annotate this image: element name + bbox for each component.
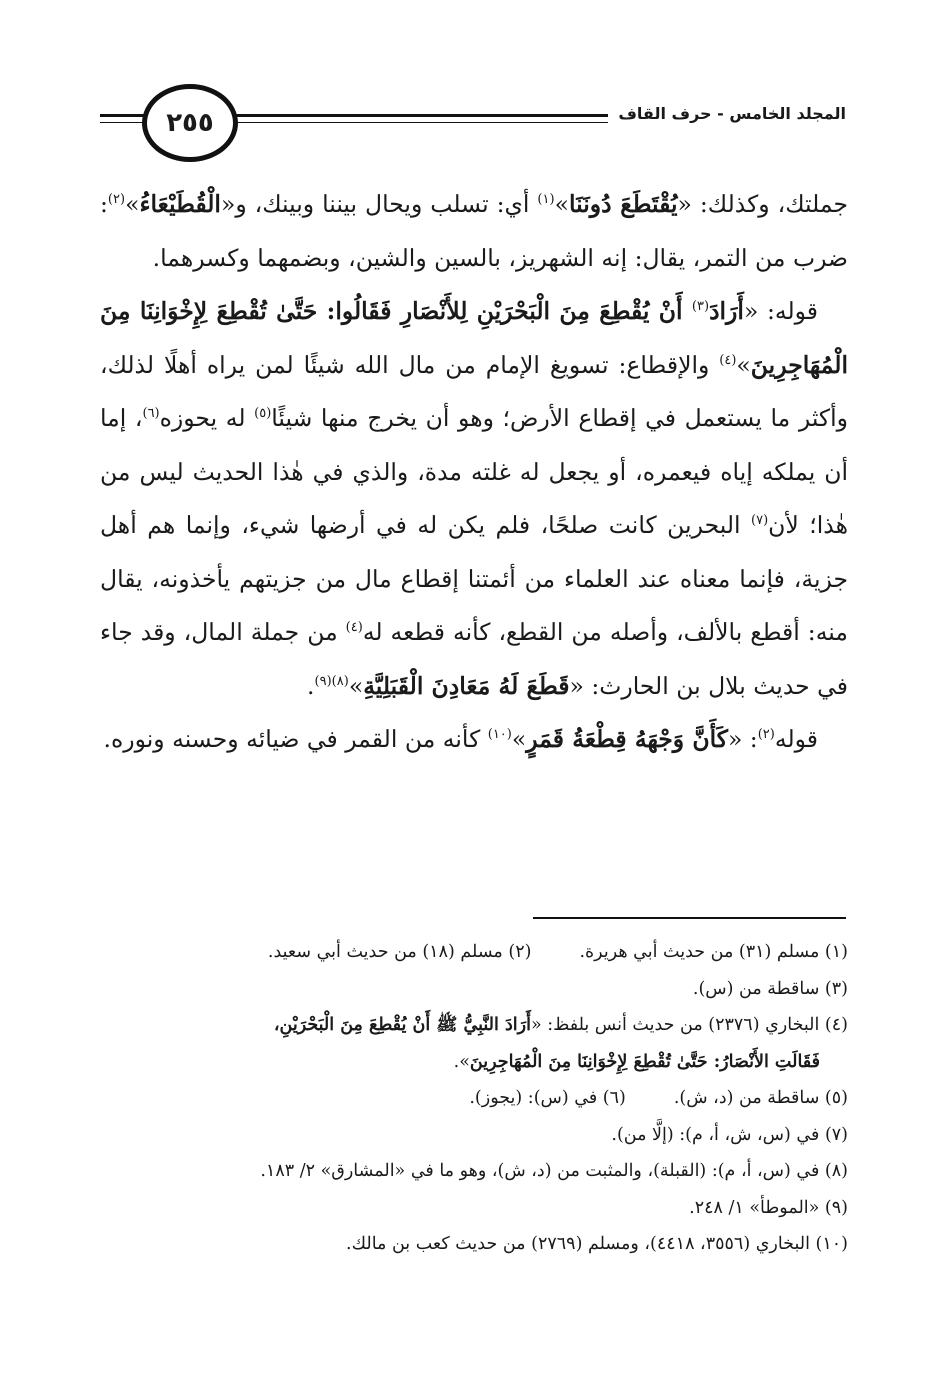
footnote-text: ». [453, 1051, 470, 1072]
text-run: البحرين كانت صلحًا، فلم يكن له في أرضها شيء، وإنما هم أهل جزية، فإنما معناه عند العلماء من أئمتنا إقطاع مال من جزيتهم يأخذونه، يقال منه: أقطع بالألف، وأصله من القطع، كأنه قطعه له [100, 511, 848, 646]
text-run: قوله [774, 725, 818, 753]
text-run: » [348, 671, 364, 700]
footnote: (٧) في (س، ش، أ، م): (إلَّا من). [611, 1124, 848, 1145]
footnote-text: (٢) مسلم (١٨) من حديث أبي سعيد. [267, 942, 532, 962]
text-run: : « [727, 725, 758, 753]
footnote-ref: (٦) [142, 406, 160, 422]
footnote-ref: (١) [537, 192, 555, 208]
quoted-term: أَرَادَ [709, 297, 744, 325]
text-run: له يحوزه [159, 404, 255, 432]
footnote-text: (٦) في (س): (يجوز). [469, 1088, 626, 1108]
footnote-ref: (٧) [751, 513, 769, 529]
page-header [100, 84, 848, 164]
text-run: : ضرب من التمر، يقال: إنه الشهريز، بالسين والشين، وبضمهما وكسرهما. [100, 190, 848, 272]
footnote-continuation [100, 1044, 848, 1081]
quoted-term: قَطَعَ لَهُ مَعَادِنَ الْقَبَلِيَّةِ [363, 671, 570, 700]
footnote-quote: أَرَادَ النَّبِيُّ ﷺ أَنْ يُقْطِعَ مِنَ الْبَحْرَيْنِ، [273, 1015, 531, 1035]
footnote [100, 1080, 848, 1117]
footnote [100, 934, 848, 971]
footnote [100, 1007, 848, 1080]
footnote-text: (١) مسلم (٣١) من حديث أبي هريرة. [579, 942, 848, 962]
footnote-ref: (٣) [691, 299, 710, 315]
footnote-text: (٤) البخاري (٢٣٧٦) من حديث أنس بلفظ: « [530, 1015, 848, 1035]
footnotes [100, 934, 848, 1263]
text-run: أي: تسلب ويحال بيننا وبينك، و« [220, 190, 538, 218]
running-head: المجلد الخامس - حرف القاف [608, 104, 848, 123]
page-number: ٢٥٥ [142, 84, 238, 162]
text-run: ، إما أن يملكه إياه فيعمره، أو يجعل له غلته مدة، والذي في هٰذا الحديث ليس من هٰذا؛ لأن [100, 404, 849, 539]
text-run: والإقطاع: تسويغ الإمام من مال الله شيئًا لمن يراه أهلًا لذلك، وأكثر ما يستعمل في إقطاع الأرض؛ وهو أن يخرج منها شيئًا [100, 350, 848, 432]
quoted-term: الْقُطَيْعَاءُ [139, 190, 221, 218]
text-run: . [307, 671, 315, 700]
footnote-ref: (٤) [719, 352, 737, 368]
text-run: » [511, 725, 527, 753]
footnote: (٨) في (س، أ، م): (القبلة)، والمثبت من (د، ش)، وهو ما في «المشارق» ٢/ ١٨٣. [260, 1161, 848, 1181]
footnote-separator [533, 917, 846, 919]
footnote-text: (٥) ساقطة من (د، ش). [673, 1088, 848, 1108]
text-run: » [736, 350, 751, 379]
footnote: (٣) ساقطة من (س). [692, 978, 848, 999]
footnote-quote: فَقَالَتِ الأَنْصَارُ: حَتَّىٰ تُقْطِعَ لِإِخْوَانِنَا مِنَ الْمُهَاجِرِينَ [469, 1051, 820, 1072]
footnote-ref: (٥) [254, 406, 272, 422]
quoted-term: أَنْ يُقْطِعَ مِنَ الْبَحْرَيْنِ لِلأَنْصَارِ فَقَالُوا: حَتَّىٰ تُقْطِعَ لِإِخْوَانِنَا مِنَ الْمُهَاجِرِينَ [100, 297, 848, 379]
text-run: » [554, 190, 569, 218]
main-text [100, 178, 848, 767]
text-run: جملتك، وكذلك: « [677, 190, 848, 218]
quoted-term: يُقْتَطَعَ دُونَنَا [568, 190, 678, 218]
text-run: كأنه من القمر في ضيائه وحسنه ونوره. [103, 725, 488, 753]
text-run: قوله: « [743, 297, 818, 325]
footnote: (١٠) البخاري (٣٥٥٦، ٤٤١٨)، ومسلم (٢٧٦٩) من حديث كعب بن مالك. [346, 1234, 848, 1254]
text-run: » [125, 190, 140, 218]
text-run: من جملة المال، وقد جاء في حديث بلال بن الحارث: « [100, 618, 848, 700]
footnote-ref: (٨)(٩) [314, 673, 349, 689]
footnote-ref: (٢) [107, 192, 126, 208]
paragraph [100, 178, 848, 285]
footnote: (٩) «الموطأ» ١/ ٢٤٨. [689, 1197, 848, 1218]
footnote-ref: (١٠) [487, 727, 512, 743]
footnote-ref: (٤) [345, 620, 363, 636]
paragraph [100, 285, 848, 713]
quoted-term: كَأَنَّ وَجْهَهُ قِطْعَةُ قَمَرٍ [526, 725, 728, 753]
footnote-ref: (٢) [757, 727, 775, 743]
paragraph [100, 713, 848, 767]
